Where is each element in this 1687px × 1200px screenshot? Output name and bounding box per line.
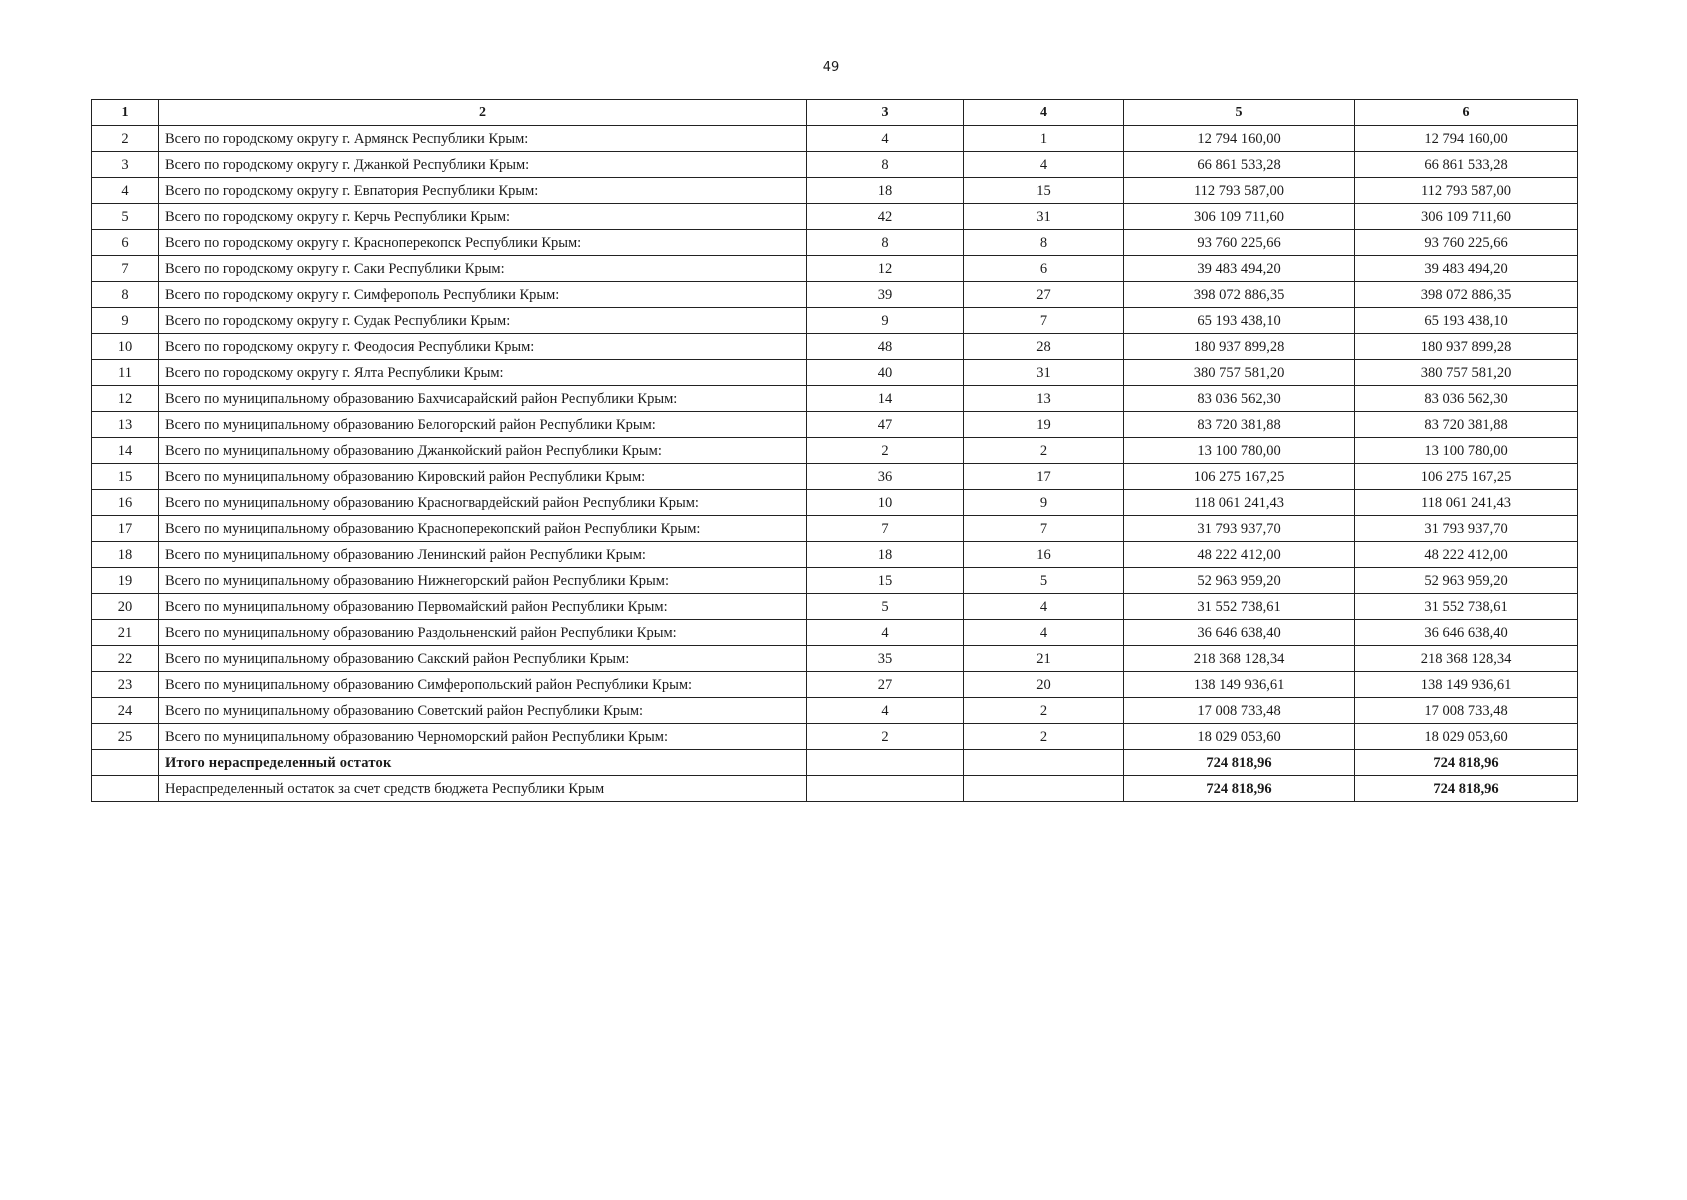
table-row — [92, 308, 1578, 334]
row-municipality-name: Всего по городскому округу г. Красноперекопск Республики Крым: — [159, 230, 807, 256]
row-col-6: 83 720 381,88 — [1355, 412, 1578, 438]
row-municipality-name: Всего по городскому округу г. Судак Республики Крым: — [159, 308, 807, 334]
row-municipality-name: Всего по городскому округу г. Саки Республики Крым: — [159, 256, 807, 282]
row-municipality-name: Всего по муниципальному образованию Советский район Республики Крым: — [159, 698, 807, 724]
header-col-4: 4 — [964, 100, 1124, 126]
row-col-5: 118 061 241,43 — [1124, 490, 1355, 516]
row-municipality-name: Всего по муниципальному образованию Симферопольский район Республики Крым: — [159, 672, 807, 698]
table-body — [92, 126, 1578, 802]
row-col-3: 35 — [807, 646, 964, 672]
table-row — [92, 516, 1578, 542]
row-municipality-name: Всего по муниципальному образованию Кировский район Республики Крым: — [159, 464, 807, 490]
table-row — [92, 282, 1578, 308]
row-col-3: 18 — [807, 542, 964, 568]
total-row-label: Нераспределенный остаток за счет средств бюджета Республики Крым — [159, 776, 807, 802]
row-col-4: 7 — [964, 516, 1124, 542]
row-col-5: 48 222 412,00 — [1124, 542, 1355, 568]
table-row — [92, 464, 1578, 490]
row-col-6: 138 149 936,61 — [1355, 672, 1578, 698]
row-number: 4 — [92, 178, 159, 204]
row-number: 24 — [92, 698, 159, 724]
row-col-6: 380 757 581,20 — [1355, 360, 1578, 386]
table-row — [92, 724, 1578, 750]
row-number: 14 — [92, 438, 159, 464]
row-col-5: 306 109 711,60 — [1124, 204, 1355, 230]
row-number: 22 — [92, 646, 159, 672]
row-col-3: 47 — [807, 412, 964, 438]
row-col-3: 2 — [807, 438, 964, 464]
row-municipality-name: Всего по муниципальному образованию Сакский район Республики Крым: — [159, 646, 807, 672]
row-col-6: 18 029 053,60 — [1355, 724, 1578, 750]
row-col-4: 31 — [964, 204, 1124, 230]
row-municipality-name: Всего по городскому округу г. Ялта Республики Крым: — [159, 360, 807, 386]
table-row — [92, 386, 1578, 412]
table-row — [92, 620, 1578, 646]
row-col-3: 4 — [807, 698, 964, 724]
row-municipality-name: Всего по муниципальному образованию Джанкойский район Республики Крым: — [159, 438, 807, 464]
distribution-table — [91, 99, 1578, 802]
row-col-6: 398 072 886,35 — [1355, 282, 1578, 308]
row-col-6: 112 793 587,00 — [1355, 178, 1578, 204]
total-row-col-5: 724 818,96 — [1124, 776, 1355, 802]
row-number: 2 — [92, 126, 159, 152]
table-row — [92, 594, 1578, 620]
total-row-col-5: 724 818,96 — [1124, 750, 1355, 776]
row-col-5: 12 794 160,00 — [1124, 126, 1355, 152]
row-col-5: 218 368 128,34 — [1124, 646, 1355, 672]
row-col-6: 118 061 241,43 — [1355, 490, 1578, 516]
row-municipality-name: Всего по муниципальному образованию Нижнегорский район Республики Крым: — [159, 568, 807, 594]
row-municipality-name: Всего по муниципальному образованию Раздольненский район Республики Крым: — [159, 620, 807, 646]
table-row — [92, 178, 1578, 204]
row-col-3: 8 — [807, 152, 964, 178]
row-number: 8 — [92, 282, 159, 308]
row-col-6: 39 483 494,20 — [1355, 256, 1578, 282]
table-row — [92, 126, 1578, 152]
row-col-6: 48 222 412,00 — [1355, 542, 1578, 568]
row-col-5: 138 149 936,61 — [1124, 672, 1355, 698]
row-municipality-name: Всего по городскому округу г. Симферополь Республики Крым: — [159, 282, 807, 308]
table-row — [92, 204, 1578, 230]
row-col-3: 14 — [807, 386, 964, 412]
row-col-5: 180 937 899,28 — [1124, 334, 1355, 360]
row-municipality-name: Всего по городскому округу г. Армянск Республики Крым: — [159, 126, 807, 152]
row-col-3: 2 — [807, 724, 964, 750]
row-col-5: 398 072 886,35 — [1124, 282, 1355, 308]
row-col-6: 306 109 711,60 — [1355, 204, 1578, 230]
row-col-4: 27 — [964, 282, 1124, 308]
row-col-6: 12 794 160,00 — [1355, 126, 1578, 152]
page-number: 49 — [822, 60, 840, 75]
row-col-3: 27 — [807, 672, 964, 698]
row-col-3: 10 — [807, 490, 964, 516]
row-municipality-name: Всего по муниципальному образованию Первомайский район Республики Крым: — [159, 594, 807, 620]
table-row — [92, 490, 1578, 516]
row-col-4: 7 — [964, 308, 1124, 334]
row-col-3: 4 — [807, 620, 964, 646]
row-col-4: 2 — [964, 438, 1124, 464]
row-number: 5 — [92, 204, 159, 230]
table-row — [92, 542, 1578, 568]
table-row — [92, 646, 1578, 672]
row-col-4: 16 — [964, 542, 1124, 568]
row-col-4: 9 — [964, 490, 1124, 516]
row-col-5: 83 036 562,30 — [1124, 386, 1355, 412]
row-col-5: 36 646 638,40 — [1124, 620, 1355, 646]
row-col-5: 17 008 733,48 — [1124, 698, 1355, 724]
table-row — [92, 568, 1578, 594]
row-col-6: 180 937 899,28 — [1355, 334, 1578, 360]
table-row — [92, 152, 1578, 178]
row-number: 15 — [92, 464, 159, 490]
row-col-5: 380 757 581,20 — [1124, 360, 1355, 386]
row-col-3: 18 — [807, 178, 964, 204]
row-col-6: 66 861 533,28 — [1355, 152, 1578, 178]
row-col-5: 106 275 167,25 — [1124, 464, 1355, 490]
table-row — [92, 230, 1578, 256]
total-row — [92, 750, 1578, 776]
total-row-col-6: 724 818,96 — [1355, 776, 1578, 802]
row-col-3: 8 — [807, 230, 964, 256]
row-col-3: 40 — [807, 360, 964, 386]
table-row — [92, 698, 1578, 724]
row-number: 10 — [92, 334, 159, 360]
row-col-6: 106 275 167,25 — [1355, 464, 1578, 490]
header-col-5: 5 — [1124, 100, 1355, 126]
total-row-label: Итого нераспределенный остаток — [159, 750, 807, 776]
row-col-4: 15 — [964, 178, 1124, 204]
row-col-6: 17 008 733,48 — [1355, 698, 1578, 724]
row-col-4: 21 — [964, 646, 1124, 672]
row-col-3: 9 — [807, 308, 964, 334]
row-municipality-name: Всего по городскому округу г. Евпатория Республики Крым: — [159, 178, 807, 204]
row-number: 9 — [92, 308, 159, 334]
row-municipality-name: Всего по муниципальному образованию Черноморский район Республики Крым: — [159, 724, 807, 750]
table-row — [92, 334, 1578, 360]
row-col-6: 52 963 959,20 — [1355, 568, 1578, 594]
row-col-4: 6 — [964, 256, 1124, 282]
row-col-5: 31 793 937,70 — [1124, 516, 1355, 542]
table-row — [92, 360, 1578, 386]
row-col-6: 31 793 937,70 — [1355, 516, 1578, 542]
row-col-4: 4 — [964, 152, 1124, 178]
row-col-3: 15 — [807, 568, 964, 594]
row-col-4: 19 — [964, 412, 1124, 438]
row-col-3: 42 — [807, 204, 964, 230]
row-col-3: 48 — [807, 334, 964, 360]
row-col-4: 1 — [964, 126, 1124, 152]
row-col-4: 2 — [964, 698, 1124, 724]
row-number: 23 — [92, 672, 159, 698]
total-row-col-3-empty — [807, 776, 964, 802]
row-col-6: 83 036 562,30 — [1355, 386, 1578, 412]
header-col-6: 6 — [1355, 100, 1578, 126]
row-col-4: 13 — [964, 386, 1124, 412]
row-municipality-name: Всего по городскому округу г. Феодосия Республики Крым: — [159, 334, 807, 360]
row-col-5: 65 193 438,10 — [1124, 308, 1355, 334]
row-number: 6 — [92, 230, 159, 256]
row-col-6: 93 760 225,66 — [1355, 230, 1578, 256]
row-municipality-name: Всего по городскому округу г. Джанкой Республики Крым: — [159, 152, 807, 178]
row-col-4: 8 — [964, 230, 1124, 256]
row-number: 3 — [92, 152, 159, 178]
row-col-5: 31 552 738,61 — [1124, 594, 1355, 620]
row-col-5: 13 100 780,00 — [1124, 438, 1355, 464]
row-number: 11 — [92, 360, 159, 386]
row-col-6: 65 193 438,10 — [1355, 308, 1578, 334]
total-row-col-4-empty — [964, 750, 1124, 776]
row-col-6: 36 646 638,40 — [1355, 620, 1578, 646]
row-col-3: 7 — [807, 516, 964, 542]
row-col-4: 31 — [964, 360, 1124, 386]
row-municipality-name: Всего по муниципальному образованию Красногвардейский район Республики Крым: — [159, 490, 807, 516]
total-row-number-empty — [92, 750, 159, 776]
row-municipality-name: Всего по муниципальному образованию Бахчисарайский район Республики Крым: — [159, 386, 807, 412]
row-number: 16 — [92, 490, 159, 516]
row-municipality-name: Всего по муниципальному образованию Белогорский район Республики Крым: — [159, 412, 807, 438]
row-number: 7 — [92, 256, 159, 282]
row-municipality-name: Всего по городскому округу г. Керчь Республики Крым: — [159, 204, 807, 230]
total-row-col-6: 724 818,96 — [1355, 750, 1578, 776]
total-row-col-4-empty — [964, 776, 1124, 802]
row-col-3: 12 — [807, 256, 964, 282]
row-col-5: 66 861 533,28 — [1124, 152, 1355, 178]
row-col-5: 18 029 053,60 — [1124, 724, 1355, 750]
total-row-col-3-empty — [807, 750, 964, 776]
row-col-6: 218 368 128,34 — [1355, 646, 1578, 672]
row-col-4: 2 — [964, 724, 1124, 750]
row-col-4: 4 — [964, 620, 1124, 646]
row-number: 25 — [92, 724, 159, 750]
row-number: 21 — [92, 620, 159, 646]
table-row — [92, 256, 1578, 282]
table-row — [92, 412, 1578, 438]
table-row — [92, 672, 1578, 698]
row-col-5: 39 483 494,20 — [1124, 256, 1355, 282]
header-col-3: 3 — [807, 100, 964, 126]
row-number: 20 — [92, 594, 159, 620]
row-municipality-name: Всего по муниципальному образованию Красноперекопский район Республики Крым: — [159, 516, 807, 542]
row-col-5: 93 760 225,66 — [1124, 230, 1355, 256]
table-header-row — [92, 100, 1578, 126]
row-number: 13 — [92, 412, 159, 438]
row-col-3: 39 — [807, 282, 964, 308]
row-number: 19 — [92, 568, 159, 594]
header-col-2: 2 — [159, 100, 807, 126]
row-col-4: 28 — [964, 334, 1124, 360]
row-col-6: 13 100 780,00 — [1355, 438, 1578, 464]
header-col-1: 1 — [92, 100, 159, 126]
row-col-6: 31 552 738,61 — [1355, 594, 1578, 620]
row-municipality-name: Всего по муниципальному образованию Ленинский район Республики Крым: — [159, 542, 807, 568]
row-number: 17 — [92, 516, 159, 542]
row-col-3: 36 — [807, 464, 964, 490]
row-col-5: 112 793 587,00 — [1124, 178, 1355, 204]
row-col-5: 52 963 959,20 — [1124, 568, 1355, 594]
row-col-3: 4 — [807, 126, 964, 152]
row-col-4: 20 — [964, 672, 1124, 698]
row-col-4: 4 — [964, 594, 1124, 620]
total-row-number-empty — [92, 776, 159, 802]
subtotal-row — [92, 776, 1578, 802]
row-number: 18 — [92, 542, 159, 568]
row-col-3: 5 — [807, 594, 964, 620]
row-col-4: 17 — [964, 464, 1124, 490]
row-col-4: 5 — [964, 568, 1124, 594]
row-col-5: 83 720 381,88 — [1124, 412, 1355, 438]
row-number: 12 — [92, 386, 159, 412]
table-row — [92, 438, 1578, 464]
